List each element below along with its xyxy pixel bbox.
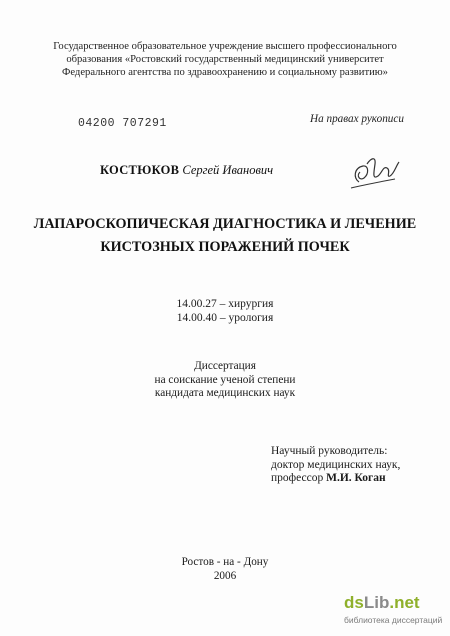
header-line-1: Государственное образовательное учреждение высшего профессионального [53,41,397,52]
supervisor-role: Научный руководитель: [271,445,388,457]
title-line-1: ЛАПАРОСКОПИЧЕСКАЯ ДИАГНОСТИКА И ЛЕЧЕНИЕ [33,216,417,232]
degree-line-1: Диссертация [194,360,256,372]
author-surname: КОСТЮКОВ [100,163,180,177]
year: 2006 [213,569,237,582]
header-line-3: Федерального агентства по здравоохранению и социальному развитию» [62,67,388,79]
specialty-codes [0,298,450,325]
dslib-watermark [344,593,448,629]
archive-stamp: 04200 707291 [78,117,167,130]
degree-statement [0,360,450,401]
logo-part-lib: Lib [363,593,390,612]
dissertation-title [0,213,450,259]
place-and-year [0,556,450,583]
title-line-2: КИСТОЗНЫХ ПОРАЖЕНИЙ ПОЧЕК [100,239,350,255]
author-name [100,163,273,178]
handwritten-signature [345,152,403,196]
supervisor-degree: доктор медицинских наук, [271,458,401,471]
supervisor-block [271,445,400,486]
logo-part-net: .net [389,593,420,612]
degree-line-3: кандидата медицинских наук [154,387,296,399]
supervisor-title: профессор [271,472,324,485]
header-line-2: образования «Ростовский государственный медицинский университет [66,54,384,66]
specialty-1: 14.00.27 – хирургия [176,298,274,310]
watermark-subtitle: библиотека диссертаций [344,615,443,625]
city: Ростов - на - Дону [181,556,269,568]
rights-note: На правах рукописи [310,113,404,125]
author-given-names: Сергей Иванович [182,163,274,177]
degree-line-2: на соискание ученой степени [154,373,296,386]
specialty-2: 14.00.40 – урология [176,311,274,324]
dslib-logo [344,593,420,613]
logo-part-ds: ds [344,593,364,612]
supervisor-name: М.И. Коган [326,472,386,485]
institution-header [0,40,450,80]
supervisor-name-line [271,472,400,486]
